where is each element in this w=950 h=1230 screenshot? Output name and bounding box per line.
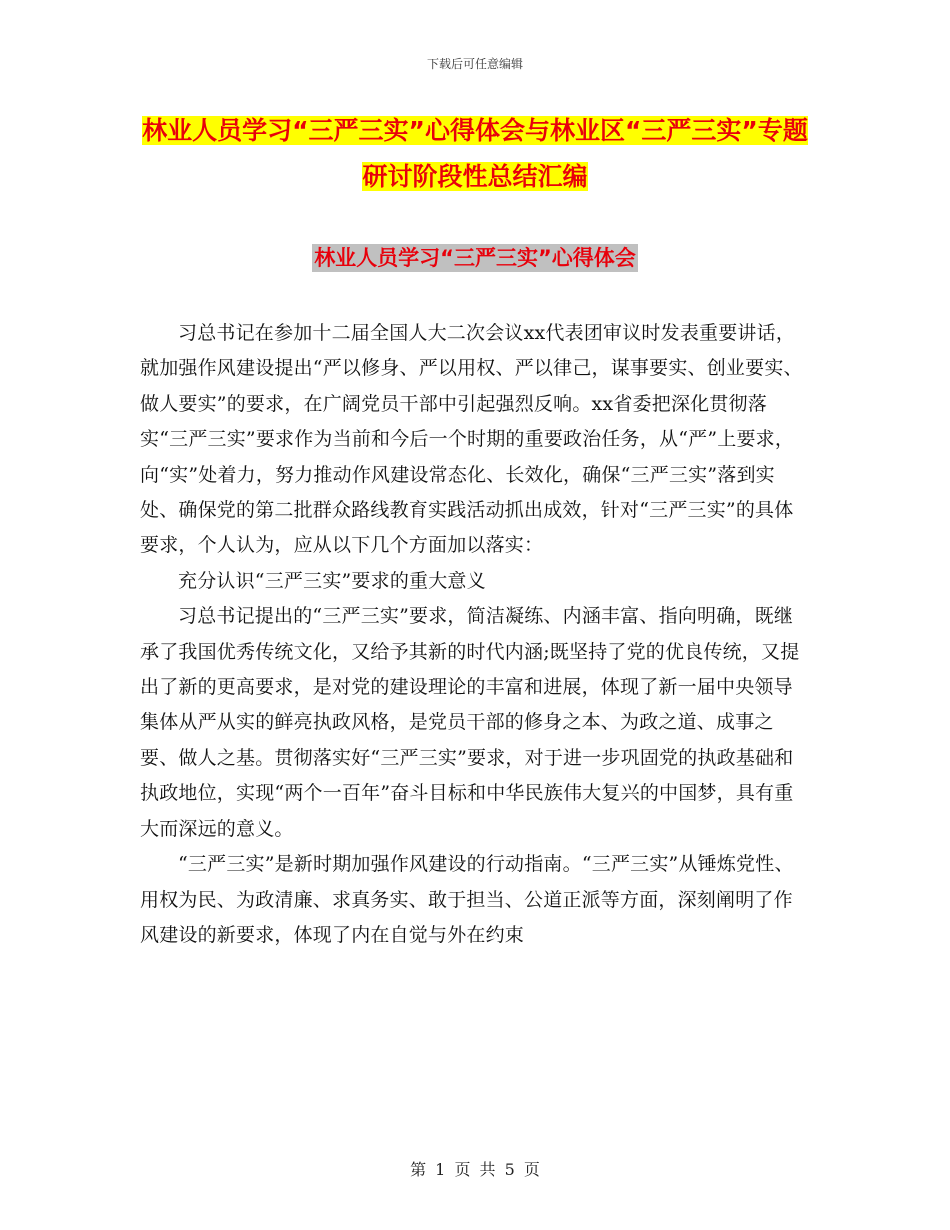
header-note: 下载后可任意编辑 — [426, 57, 523, 71]
section-title — [0, 242, 950, 272]
paragraph: 习总书记提出的“三严三实”要求，简洁凝练、内涵丰富、指向明确，既继承了我国优秀传统文化，又给予其新的时代内涵;既坚持了党的优良传统，又提出了新的更高要求，是对党的建设理论的丰富和进展，体现了新一届中央领导集体从严从实的鲜亮执政风格，是党员干部的修身之本、为政之道、成事之要、做人之基。贯彻落实好“三严三实”要求，对于进一步巩固党的执政基础和执政地位，实现“两个一百年”奋斗目标和中华民族伟大复兴的中国梦，具有重大而深远的意义。 — [140, 605, 800, 840]
body-text — [140, 316, 810, 953]
paragraph: “三严三实”是新时期加强作风建设的行动指南。“三严三实”从锤炼党性、用权为民、为政清廉、求真务实、敢于担当、公道正派等方面，深刻阐明了作风建设的新要求，体现了内在自觉与外在约束 — [140, 853, 794, 946]
paragraph: 习总书记在参加十二届全国人大二次会议xx代表团审议时发表重要讲话，就加强作风建设提出“严以修身、严以用权、严以律己，谋事要实、创业要实、做人要实”的要求，在广阔党员干部中引起强烈反响。xx省委把深化贯彻落实“三严三实”要求作为当前和今后一个时期的重要政治任务，从“严”上要求，向“实”处着力，努力推动作风建设常态化、长效化，确保“三严三实”落到实处、确保党的第二批群众路线教育实践活动抓出成效，针对“三严三实”的具体要求，个人认为，应从以下几个方面加以落实： — [140, 322, 803, 557]
main-title-text: 林业人员学习“三严三实”心得体会与林业区“三严三实”专题研讨阶段性总结汇编 — [142, 116, 808, 191]
paragraph-heading: 充分认识“三严三实”要求的重大意义 — [178, 569, 486, 592]
page-footer: 第 1 页 共 5 页 — [410, 1160, 540, 1179]
main-title — [140, 108, 810, 200]
section-title-text: 林业人员学习“三严三实”心得体会 — [314, 246, 636, 270]
